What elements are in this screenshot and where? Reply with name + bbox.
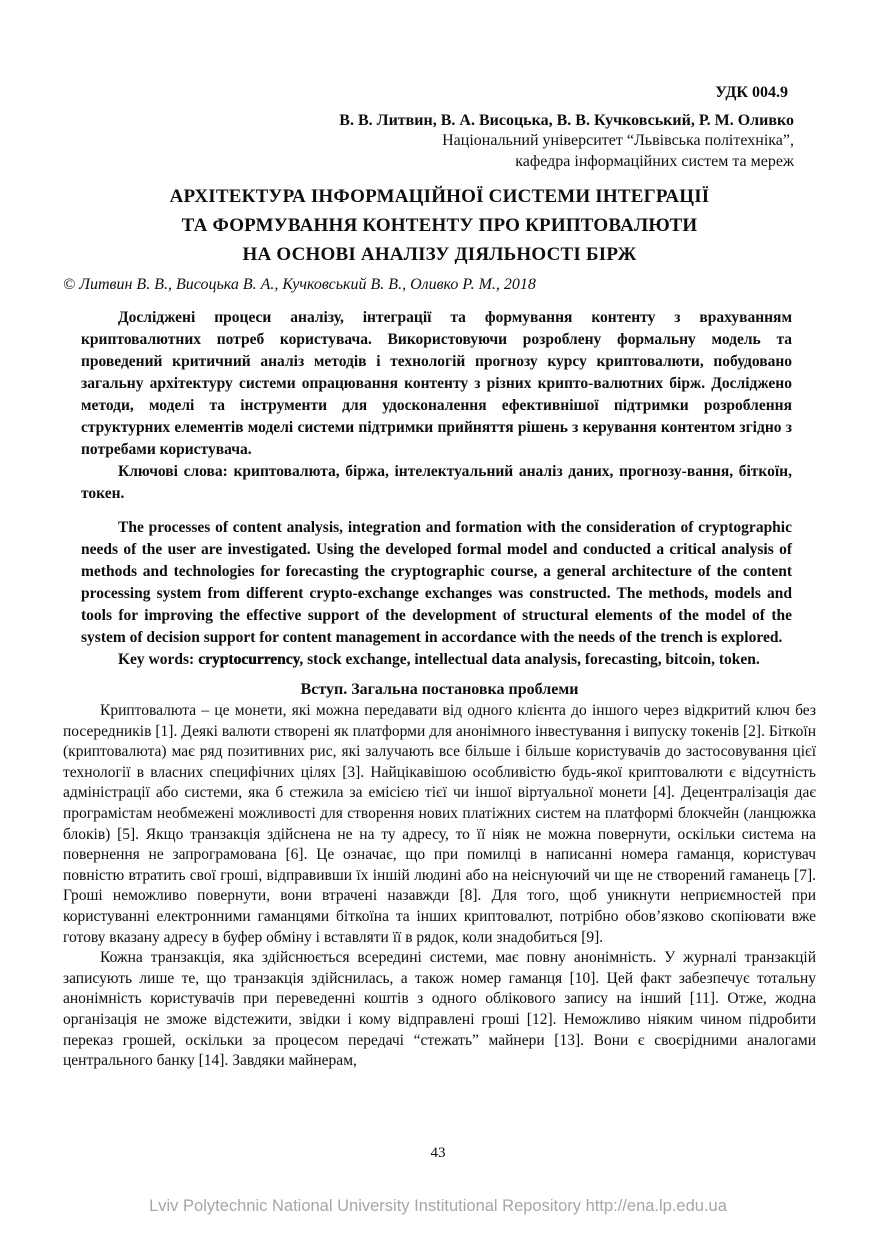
article-title-line-1: АРХІТЕКТУРА ІНФОРМАЦІЙНОЇ СИСТЕМИ ІНТЕГРАЦІЇ xyxy=(169,186,710,207)
abstract-en-keywords xyxy=(81,649,792,671)
keywords-term-cryptocurrency: cryptocurrency xyxy=(198,651,300,668)
keywords-label-uk: Ключові слова: xyxy=(118,463,228,480)
keywords-text-uk: криптовалюта, біржа, інтелектуальний аналіз даних, прогнозу-вання, біткоїн, токен. xyxy=(81,463,792,502)
intro-paragraph-2: Кожна транзакція, яка здійснюється всередині системи, має повну анонімність. У журналі транзакцій записують лише те, що транзакція здійснилась, а також номер гаманця [10]. Цей факт забезпечує тотальну анонімність користувачів при переведенні коштів з одного облікового запису на інший [11]. Отже, жодна організація не зможе відстежити, звідки і кому відправлені гроші [12]. Неможливо ніяким чином підробити переказ грошей, оскільки за процесом передачі “стежать” майнери [13]. Вони є своєрідними аналогами центрального банку [14]. Завдяки майнерам, xyxy=(63,949,816,1070)
article-title-line-2: ТА ФОРМУВАННЯ КОНТЕНТУ ПРО КРИПТОВАЛЮТИ xyxy=(181,215,698,236)
affiliation-university: Національний університет “Львівська політехніка”, xyxy=(442,132,794,149)
abstract-uk-keywords xyxy=(81,461,792,505)
abstract-ukrainian xyxy=(81,307,792,505)
abstract-english xyxy=(81,517,792,671)
abstract-en-body: The processes of content analysis, integration and formation with the consideration of cryptographic needs of the user are investigated. Using the developed formal model and conducted a critical analysis of methods and technologies for forecasting the cryptographic course, a general architecture of the content processing system from different crypto-exchange exchanges was constructed. The methods, models and tools for improving the effective support of the development of structural elements of the model of the system of decision support for content management in accordance with the needs of the trench is explored. xyxy=(81,519,792,646)
intro-paragraph-1: Криптовалюта – це монети, які можна передавати від одного клієнта до іншого через відкритий ключ без посередників [1]. Деякі валюти створені як платформи для анонімного інвестування і випуску токенів [2]. Біткоїн (криптовалюта) має ряд позитивних рис, які залучають все більше і більше користувачів до застосовування цієї технології в власних специфічних цілях [3]. Найцікавішою особливістю будь-якої криптовалюти є відсутність адміністрації або системи, яка б стежила за емісією тієї чи іншої віртуальної монети [4]. Децентралізація дає програмістам необмежені можливості для створення нових платіжних систем на платформі блокчейн (ланцюжка блоків) [5]. Якщо транзакція здійснена не на ту адресу, то її ніяк не можна повернути, оскільки система на повернення не запрограмована [6]. Це означає, що при помилці в написанні номера гаманця, користувач повністю втратить свої гроші, відправивши їх іншій людині або на неіснуючий чи ще не створений гаманець [7]. Гроші неможливо повернути, вони втрачені назавжди [8]. Для того, щоб уникнути неприємностей при користуванні електронними гаманцями біткоїна та інших криптовалют, потрібно обов’язково скопіювати вже готову вказану адресу в буфер обміну і вставляти її в рядок, коли знадобиться [9]. xyxy=(63,702,816,946)
copyright-line: © Литвин В. В., Висоцька В. А., Кучковський В. В., Оливко Р. М., 2018 xyxy=(63,276,536,293)
affiliation-department: кафедра інформаційних систем та мереж xyxy=(515,153,794,170)
article-title-line-3: НА ОСНОВІ АНАЛІЗУ ДІЯЛЬНОСТІ БІРЖ xyxy=(242,244,637,265)
article-title xyxy=(63,182,816,269)
abstract-uk-body: Досліджені процеси аналізу, інтеграції та формування контенту з врахуванням криптовалютних потреб користувача. Використовуючи розроблену формальну модель та проведений критичний аналіз методів і технологій прогнозу курсу криптовалюти, побудовано загальну архітектуру системи опрацювання контенту з різних крипто-валютних бірж. Досліджено методи, моделі та інструменти для удосконалення ефективнішої підтримки розроблення структурних елементів моделі системи підтримки прийняття рішень з керування контентом згідно з потребами користувача. xyxy=(81,309,792,458)
section-heading-intro: Вступ. Загальна постановка проблеми xyxy=(300,681,579,698)
page-number: 43 xyxy=(430,1145,446,1161)
keywords-label-en: Key words: xyxy=(118,651,199,668)
authors-line: В. В. Литвин, В. А. Висоцька, В. В. Кучковський, Р. М. Оливко xyxy=(339,112,794,129)
repository-footer: Lviv Polytechnic National University Institutional Repository http://ena.lp.edu.ua xyxy=(149,1197,727,1215)
page-content xyxy=(63,84,816,1072)
keywords-rest-en: , stock exchange, intellectual data analysis, forecasting, bitcoin, token. xyxy=(299,651,760,668)
udc-code: УДК 004.9 xyxy=(715,84,788,101)
